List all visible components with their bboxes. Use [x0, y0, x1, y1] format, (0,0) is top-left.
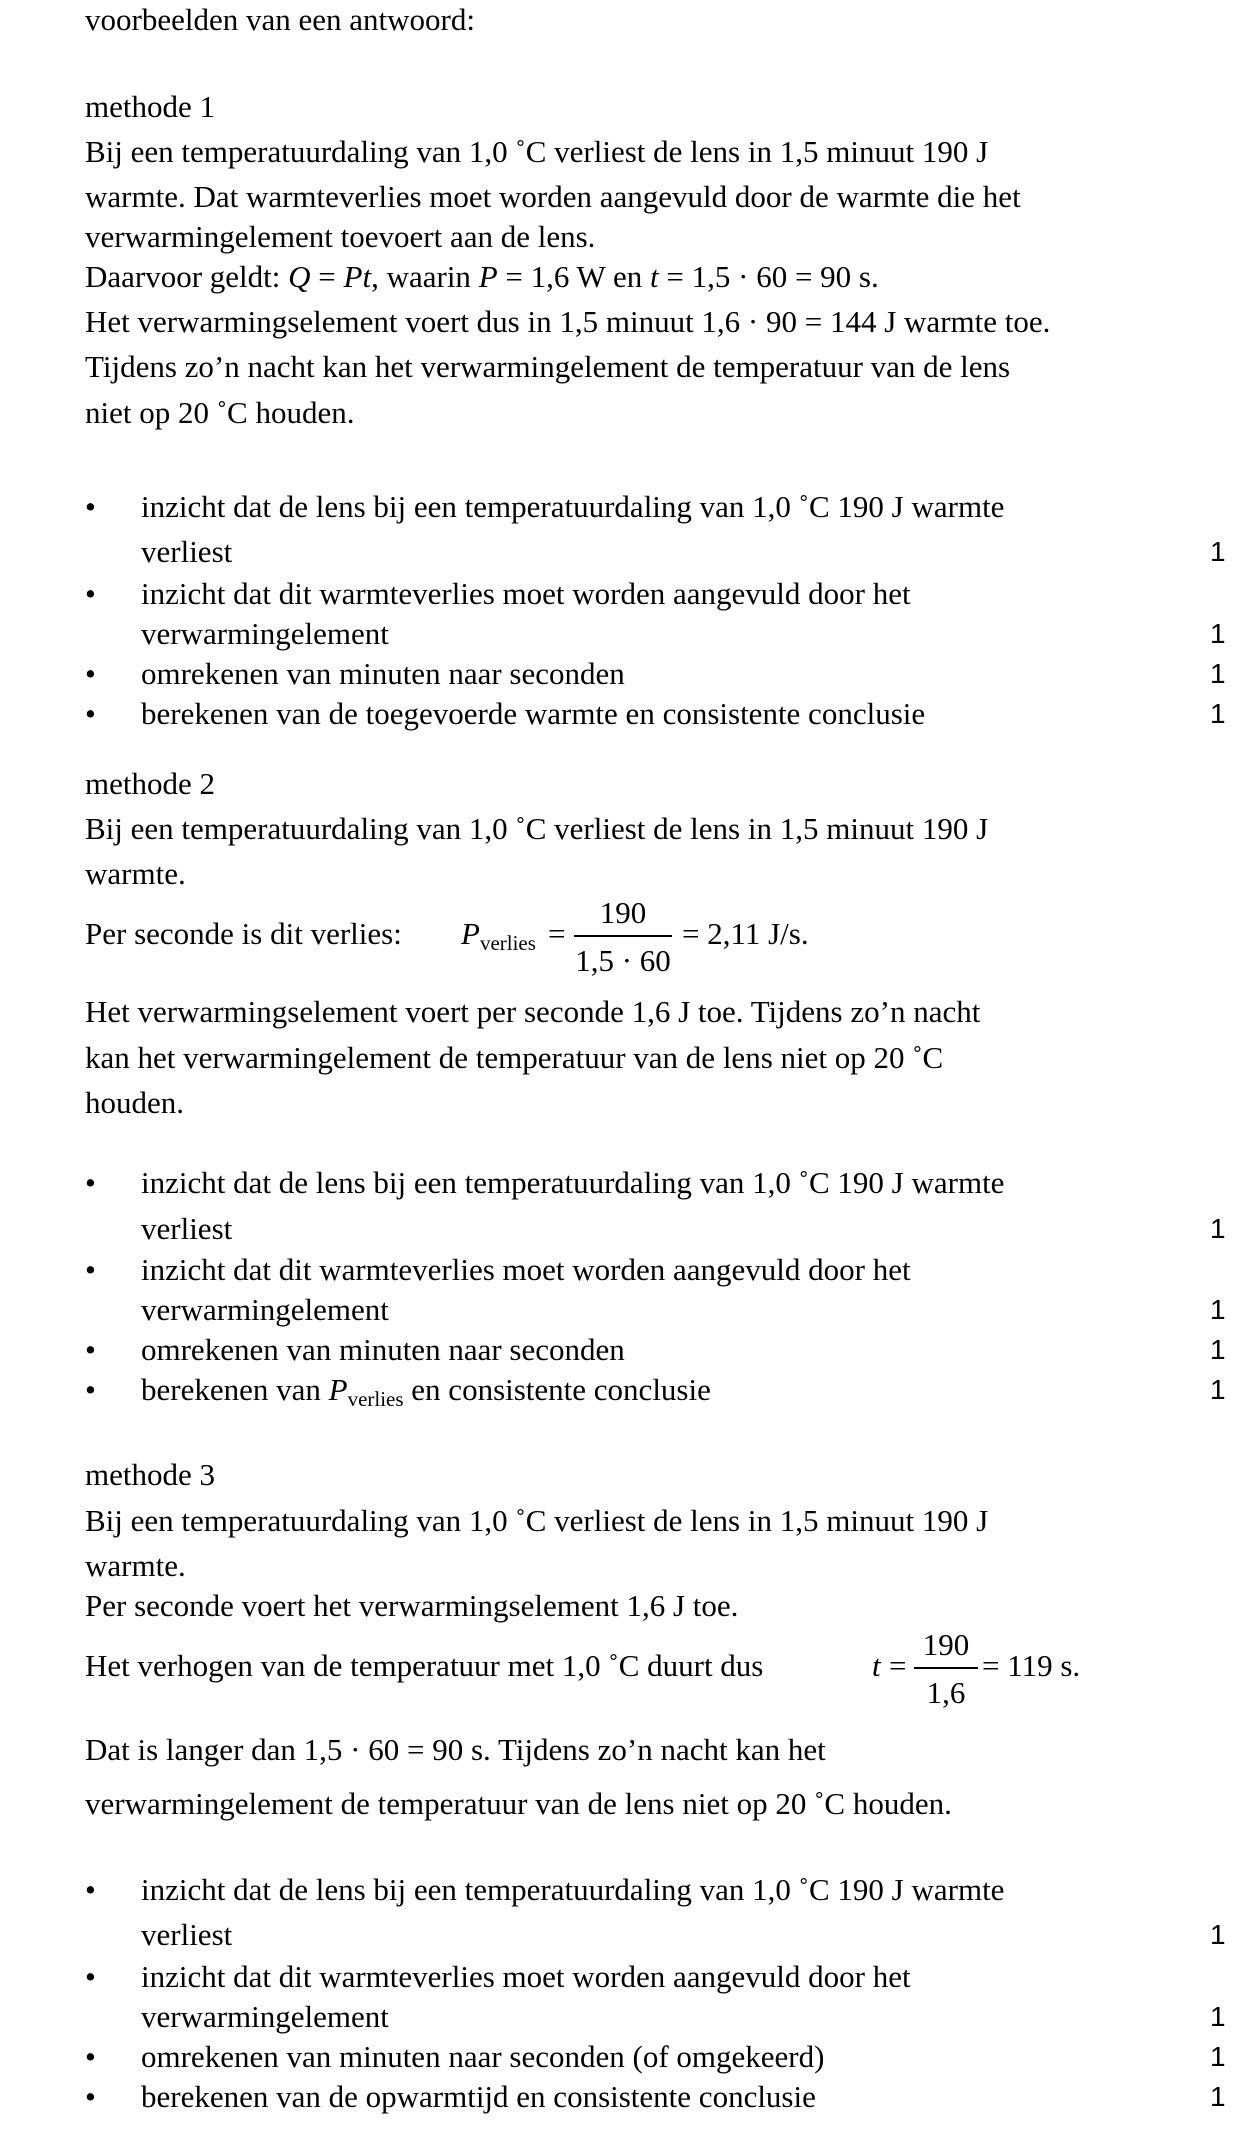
- method-1-line-2: warmte. Dat warmteverlies moet worden aangevuld door de warmte die het: [85, 179, 1021, 214]
- method-3-line-5: Dat is langer dan 1,5 · 60 = 90 s. Tijdens zo’n nacht kan het: [85, 1732, 826, 1767]
- formula-prefix: Per seconde is dit verlies:: [85, 916, 402, 951]
- bullet: •: [85, 489, 96, 524]
- method-2-line-2: warmte.: [85, 856, 186, 891]
- criterion-score: 1: [1210, 2001, 1226, 2032]
- criterion-text: omrekenen van minuten naar seconden: [141, 1332, 625, 1367]
- criterion-text: omrekenen van minuten naar seconden: [141, 656, 625, 691]
- criterion-text-cont: verliest: [141, 1211, 233, 1246]
- bullet: •: [85, 1372, 96, 1407]
- method-3-line-1: Bij een temperatuurdaling van 1,0 ˚C verliest de lens in 1,5 minuut 190 J: [85, 1503, 989, 1538]
- method-2-line-5: kan het verwarmingelement de temperatuur van de lens niet op 20 ˚C: [85, 1040, 944, 1075]
- criterion-score: 1: [1210, 1213, 1226, 1244]
- criterion-text: omrekenen van minuten naar seconden (of omgekeerd): [141, 2039, 825, 2074]
- answer-heading: voorbeelden van een antwoord:: [85, 2, 475, 37]
- criterion-score: 1: [1210, 1919, 1226, 1950]
- bullet: •: [85, 656, 96, 691]
- method-2-title: methode 2: [85, 766, 215, 801]
- criterion-score: 1: [1210, 658, 1226, 689]
- method-2-line-1: Bij een temperatuurdaling van 1,0 ˚C verliest de lens in 1,5 minuut 190 J: [85, 811, 989, 846]
- fraction-numerator: 190: [922, 1627, 970, 1662]
- criterion-text-cont: verliest: [141, 1917, 233, 1952]
- method-1-formula-line: Daarvoor geldt: Q = Pt, waarin P = 1,6 W en t = 1,5 · 60 = 90 s.: [85, 259, 879, 294]
- criterion-text: inzicht dat de lens bij een temperatuurdaling van 1,0 ˚C 190 J warmte: [141, 1872, 1005, 1907]
- method-1-line-6: Tijdens zo’n nacht kan het verwarmingelement de temperatuur van de lens: [85, 349, 1011, 384]
- bullet: •: [85, 1332, 96, 1367]
- criterion-text-cont: verliest: [141, 534, 233, 569]
- criterion-text-cont: verwarmingelement: [141, 616, 389, 651]
- method-1-line-5: Het verwarmingselement voert dus in 1,5 minuut 1,6 · 90 = 144 J warmte toe.: [85, 304, 1051, 339]
- formula-symbol: t: [872, 1648, 881, 1683]
- criterion-text: berekenen van de toegevoerde warmte en consistente conclusie: [141, 696, 926, 731]
- method-3-line-3: Per seconde voert het verwarmingselement 1,6 J toe.: [85, 1588, 739, 1623]
- formula-equals: =: [889, 1648, 907, 1683]
- bullet: •: [85, 1959, 96, 1994]
- criterion-score: 1: [1210, 1374, 1226, 1405]
- formula-equals: =: [548, 916, 566, 951]
- criterion-text-cont: verwarmingelement: [141, 1999, 389, 2034]
- criterion-score: 1: [1210, 698, 1226, 729]
- fraction-denominator: 1,5 · 60: [575, 943, 671, 978]
- criterion-text: berekenen van de opwarmtijd en consistente conclusie: [141, 2079, 816, 2114]
- criterion-score: 1: [1210, 536, 1226, 567]
- fraction-bar: [914, 1667, 978, 1669]
- formula-result: = 2,11 J/s.: [682, 916, 809, 951]
- bullet: •: [85, 1165, 96, 1200]
- method-3-line-6: verwarmingelement de temperatuur van de lens niet op 20 ˚C houden.: [85, 1786, 952, 1821]
- criterion-text: inzicht dat dit warmteverlies moet worden aangevuld door het: [141, 576, 911, 611]
- bullet: •: [85, 2079, 96, 2114]
- method-3-title: methode 3: [85, 1457, 215, 1492]
- fraction-denominator: 1,6: [926, 1675, 966, 1710]
- bullet: •: [85, 2039, 96, 2074]
- bullet: •: [85, 576, 96, 611]
- criterion-score: 1: [1210, 618, 1226, 649]
- criterion-text: inzicht dat de lens bij een temperatuurdaling van 1,0 ˚C 190 J warmte: [141, 489, 1005, 524]
- criterion-text: berekenen van $P_{verlies}$ en consistente conclusie: [141, 1372, 711, 1411]
- criterion-text-cont: verwarmingelement: [141, 1292, 389, 1327]
- formula-prefix: Het verhogen van de temperatuur met 1,0 ˚C duurt dus: [85, 1648, 764, 1683]
- method-2-line-6: houden.: [85, 1085, 185, 1120]
- fraction-bar: [574, 935, 672, 937]
- criterion-text: inzicht dat dit warmteverlies moet worden aangevuld door het: [141, 1959, 911, 1994]
- bullet: •: [85, 696, 96, 731]
- method-2-line-4: Het verwarmingselement voert per seconde 1,6 J toe. Tijdens zo’n nacht: [85, 994, 981, 1029]
- formula-result: = 119 s.: [982, 1648, 1081, 1683]
- method-1-title: methode 1: [85, 89, 215, 124]
- criterion-text: inzicht dat de lens bij een temperatuurdaling van 1,0 ˚C 190 J warmte: [141, 1165, 1005, 1200]
- bullet: •: [85, 1872, 96, 1907]
- criterion-score: 1: [1210, 1294, 1226, 1325]
- fraction-numerator: 190: [599, 895, 647, 930]
- criterion-score: 1: [1210, 2041, 1226, 2072]
- method-1-line-3: verwarmingelement toevoert aan de lens.: [85, 219, 596, 254]
- criterion-score: 1: [1210, 2081, 1226, 2112]
- bullet: •: [85, 1252, 96, 1287]
- criterion-score: 1: [1210, 1334, 1226, 1365]
- method-1-line-1: Bij een temperatuurdaling van 1,0 ˚C verliest de lens in 1,5 minuut 190 J: [85, 134, 989, 169]
- method-1-line-7: niet op 20 ˚C houden.: [85, 395, 355, 430]
- method-3-line-2: warmte.: [85, 1548, 186, 1583]
- criterion-text: inzicht dat dit warmteverlies moet worden aangevuld door het: [141, 1252, 911, 1287]
- formula-symbol: $P_{verlies}$: [461, 916, 536, 955]
